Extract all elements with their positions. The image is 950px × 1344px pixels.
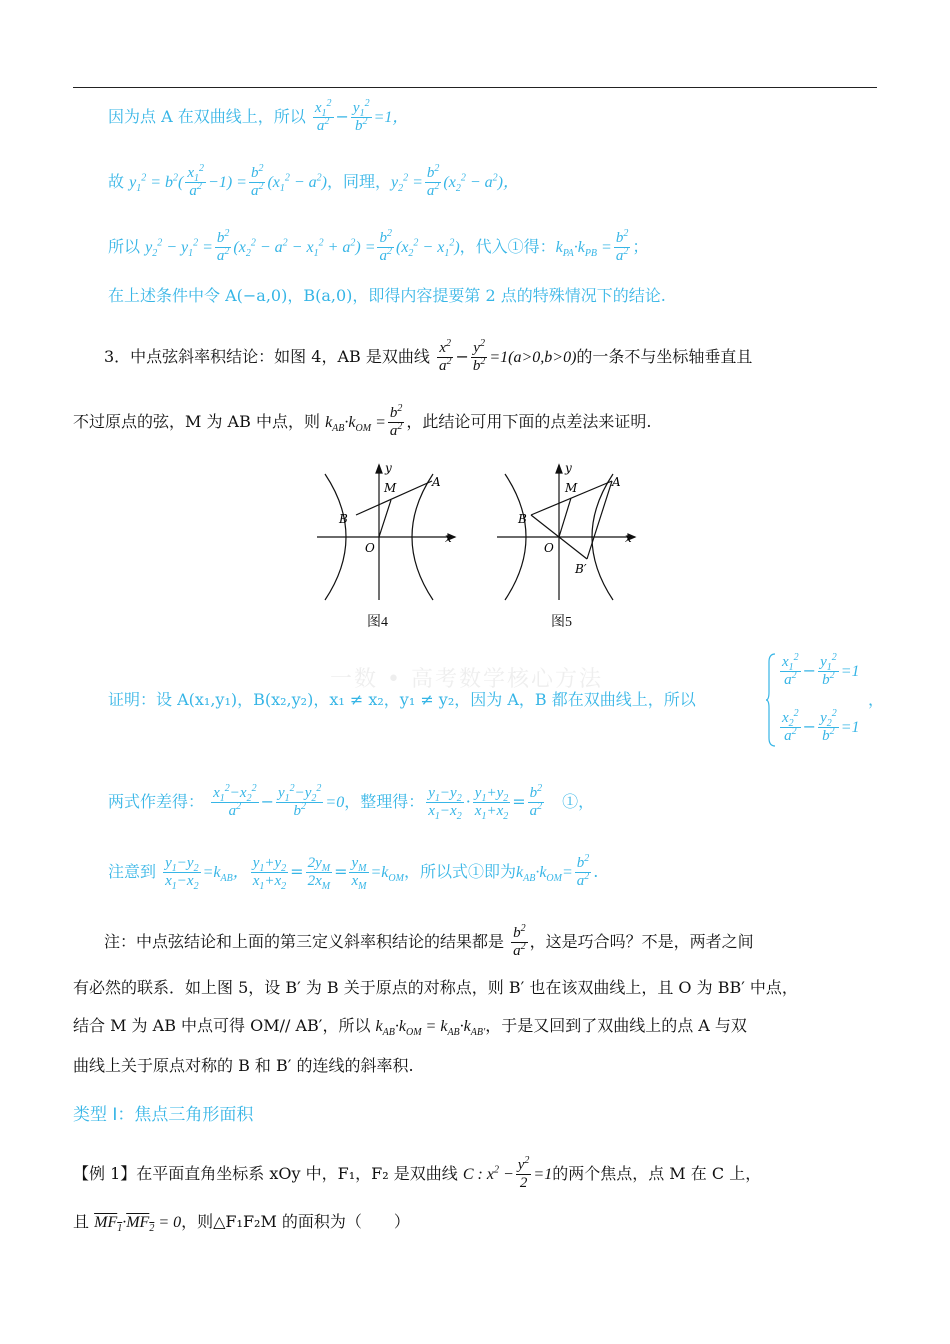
remark-line-2: 有必然的联系．如上图 5，设 B′ 为 B 关于原点的对称点，则 B′ 也在该双曲线上，且 O 为 BB′ 中点， — [73, 978, 798, 997]
line-1-text: 因为点 A 在双曲线上，所以 — [108, 107, 306, 126]
example-1-text-a: 【例 1】在平面直角坐标系 xOy 中，F₁，F₂ 是双曲线 — [73, 1164, 458, 1183]
fig4-m-label: M — [384, 481, 397, 495]
para-3-line-1: 3．中点弦斜率积结论：如图 4，AB 是双曲线 $\frac{x^2}{a^2}$ − $\frac{y^2}{b^2}$ =1(a>0,b>0)的一条不与坐标轴垂直且 — [104, 338, 753, 374]
figure-5-caption: 图5 — [551, 615, 572, 630]
header-rule — [73, 87, 877, 88]
fig5-m-label: M — [565, 481, 578, 495]
fig5-o-label: O — [544, 541, 554, 555]
remark-text-4: 结合 M 为 AB 中点可得 OM// AB′，所以 — [73, 1016, 371, 1035]
note-text-1: 注意到 — [108, 862, 157, 881]
example-1-line-2: 且 $MF_1\cdot MF_2 = 0$，则△F₁F₂M 的面积为（ ） — [73, 1212, 410, 1235]
para-3-text-a: 3．中点弦斜率积结论：如图 4，AB 是双曲线 — [104, 347, 430, 366]
line-4: 在上述条件中令 A(−a,0)，B(a,0)，即得内容提要第 2 点的特殊情况下的结论. — [108, 286, 666, 305]
tidy-text: ，整理得： — [344, 792, 425, 811]
figure-4 — [315, 460, 465, 605]
fig5-a-label: A — [612, 475, 621, 489]
example-1-text-c: 且 — [73, 1212, 90, 1231]
note-line: 注意到 $\frac{y_1-y_2}{x_1-x_2}$ $=k_{AB}$， $\frac{y_1+y_2}{x_1+x_2}$ = $\frac{2y_M}{2x_M}$ = $\frac{y_M}{x_M}$ $=k_{OM}$，所以式①即为$k_{AB}\cdot k_{OM}=$ $\frac{b^2}{a^2}$ . — [108, 853, 599, 892]
figure-5 — [495, 460, 645, 605]
example-1-text-d: ，则△F₁F₂M 的面积为（ ） — [181, 1212, 410, 1231]
line-2-text-a: 故 — [108, 172, 125, 191]
fig4-a-label: A — [432, 475, 441, 489]
system-brace — [766, 652, 776, 748]
line-3-text-a: 所以 — [108, 237, 141, 256]
watermark: 一数 • 高考数学核心方法 — [330, 667, 603, 692]
para-3-text-b: 的一条不与坐标轴垂直且 — [576, 347, 753, 366]
remark-line-4: 曲线上关于原点对称的 B 和 B′ 的连线的斜率积. — [73, 1056, 414, 1075]
line-2-text-b: ，同理， — [327, 172, 392, 191]
remark-text-2: ，这是巧合吗？不是，两者之间 — [529, 932, 754, 951]
para-3-text-c: 不过原点的弦，M 为 AB 中点，则 — [73, 412, 320, 431]
system-eq-2: $\frac{x_2^2}{a^2}$ − $\frac{y_2^2}{b^2}$ =1 — [782, 708, 860, 744]
system-comma: ， — [868, 690, 885, 709]
difference-line: 两式作差得： $\frac{x_1^2-x_2^2}{a^2}$ − $\frac{y_1^2-y_2^2}{b^2}$ =0，整理得： $\frac{y_1-y_2}{x_1-x_2}$ · $\frac{y_1+y_2}{x_1+x_2}$ = $\frac{b^2}{a^2}$ ①， — [108, 783, 595, 822]
fig5-x-label: x — [625, 531, 632, 545]
para-3-text-d: ，此结论可用下面的点差法来证明. — [406, 412, 652, 431]
fig5-y-label: y — [565, 461, 572, 475]
line-3: 所以 $y_2^2 - y_1^2$ = $\frac{b^2}{a^2}$ $(x_2^2 - a^2 - x_1^2 + a^2)$ = $\frac{b^2}{a^2}$ $(x_2^2 - x_1^2)$，代入①得：$k_{PA}\cdot k_{PB}$ = $\frac{b^2}{a^2}$ ； — [108, 228, 649, 264]
remark-line-1: 注：中点弦结论和上面的第三定义斜率积结论的结果都是 $\frac{b^2}{a^2}$ ，这是巧合吗？不是，两者之间 — [104, 923, 754, 959]
line-2: 故 $y_1^2 = b^2$( $\frac{x_1^2}{a^2}$ −1) = $\frac{b^2}{a^2}$ $(x_1^2 - a^2)$，同理，$y_2^2$ = $\frac{b^2}{a^2}$ $(x_2^2 - a^2)$， — [108, 163, 519, 199]
example-1-line-1: 【例 1】在平面直角坐标系 xOy 中，F₁，F₂ 是双曲线 C : $x^2$ − $\frac{y^2}{2}$ =1的两个焦点，点 M 在 C 上， — [73, 1155, 762, 1191]
line-3-text-b: ，代入①得： — [459, 237, 556, 256]
note-text-2: ，所以式①即为 — [403, 862, 516, 881]
fig5-bprime-label: B′ — [575, 562, 587, 576]
remark-text-1: 注：中点弦结论和上面的第三定义斜率积结论的结果都是 — [104, 932, 505, 951]
remark-line-3: 结合 M 为 AB 中点可得 OM// AB′，所以 $k_{AB}\cdot k_{OM} = k_{AB}\cdot k_{AB'}$，于是又回到了双曲线上的点 A 与双 — [73, 1016, 747, 1039]
line-1: 因为点 A 在双曲线上，所以 $\frac{x_1^2}{a^2}$ − $\frac{y_1^2}{b^2}$ =1， — [108, 98, 409, 134]
remark-text-5: ，于是又回到了双曲线上的点 A 与双 — [485, 1016, 747, 1035]
difference-text: 两式作差得： — [108, 792, 205, 811]
para-3-line-2: 不过原点的弦，M 为 AB 中点，则 $k_{AB}\cdot k_{OM}$ = $\frac{b^2}{a^2}$ ，此结论可用下面的点差法来证明. — [73, 403, 652, 439]
type-1-heading: 类型 I：焦点三角形面积 — [73, 1105, 254, 1125]
proof-line: 证明：设 A(x₁,y₁)，B(x₂,y₂)，x₁ ≠ x₂，y₁ ≠ y₂，因为 A，B 都在双曲线上，所以 — [108, 690, 696, 709]
fig4-x-label: x — [445, 531, 452, 545]
example-1-text-b: 的两个焦点，点 M 在 C 上， — [552, 1164, 762, 1183]
system-eq-1: $\frac{x_1^2}{a^2}$ − $\frac{y_1^2}{b^2}$ =1 — [782, 652, 860, 688]
figure-4-caption: 图4 — [367, 615, 388, 630]
fig4-o-label: O — [365, 541, 375, 555]
fig5-b-label: B — [518, 512, 527, 526]
fig4-b-label: B — [339, 512, 348, 526]
fig4-y-label: y — [385, 461, 392, 475]
